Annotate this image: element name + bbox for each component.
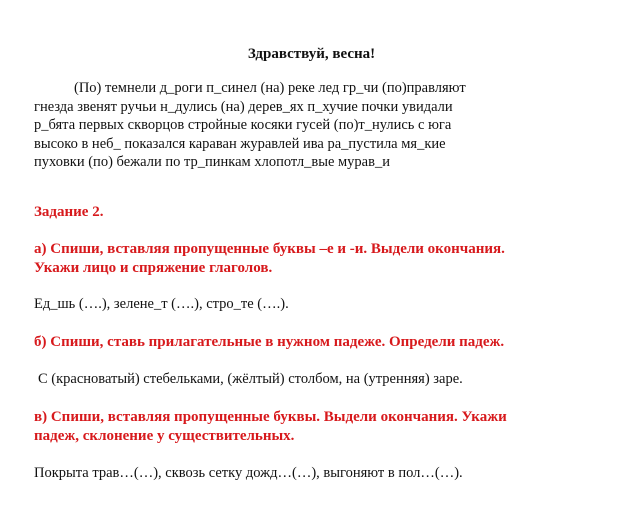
task-a-line: а) Спиши, вставляя пропущенные буквы –е и -и. Выдели окончания. bbox=[34, 241, 505, 257]
task-b-exercise: С (красноватый) стебельками, (жёлтый) столбом, на (утренняя) заре. bbox=[38, 371, 463, 387]
task-a-instruction bbox=[34, 240, 594, 278]
task-c-line: в) Спиши, вставляя пропущенные буквы. Выдели окончания. Укажи bbox=[34, 409, 507, 425]
story-line: пуховки (по) бежали по тр_пинкам хлопотл_вые мурав_и bbox=[34, 154, 390, 170]
task-b-instruction: б) Спиши, ставь прилагательные в нужном падеже. Определи падеж. bbox=[34, 334, 505, 350]
document-title: Здравствуй, весна! bbox=[247, 46, 376, 62]
story-paragraph bbox=[34, 79, 584, 172]
story-line: гнезда звенят ручьи н_дулись (на) дерев_ях п_хучие почки увидали bbox=[34, 98, 453, 115]
task-c-instruction bbox=[34, 408, 594, 446]
story-line: высоко в неб_ показался караван журавлей ива ра_пустила мя_кие bbox=[34, 135, 446, 152]
task-a-line: Укажи лицо и спряжение глаголов. bbox=[34, 260, 273, 276]
task-c-exercise: Покрыта трав…(…), сквозь сетку дожд…(…), выгоняют в пол…(…). bbox=[34, 465, 463, 481]
story-line: р_бята первых скворцов стройные косяки гусей (по)т_нулись с юга bbox=[34, 117, 452, 133]
task-a-exercise: Ед_шь (….), зелене_т (….), стро_те (….). bbox=[34, 296, 289, 312]
task-c-line: падеж, склонение у существительных. bbox=[34, 428, 295, 444]
task-heading: Задание 2. bbox=[34, 204, 104, 220]
story-line: (По) темнели д_роги п_синел (на) реке лед гр_чи (по)правляют bbox=[74, 80, 466, 96]
